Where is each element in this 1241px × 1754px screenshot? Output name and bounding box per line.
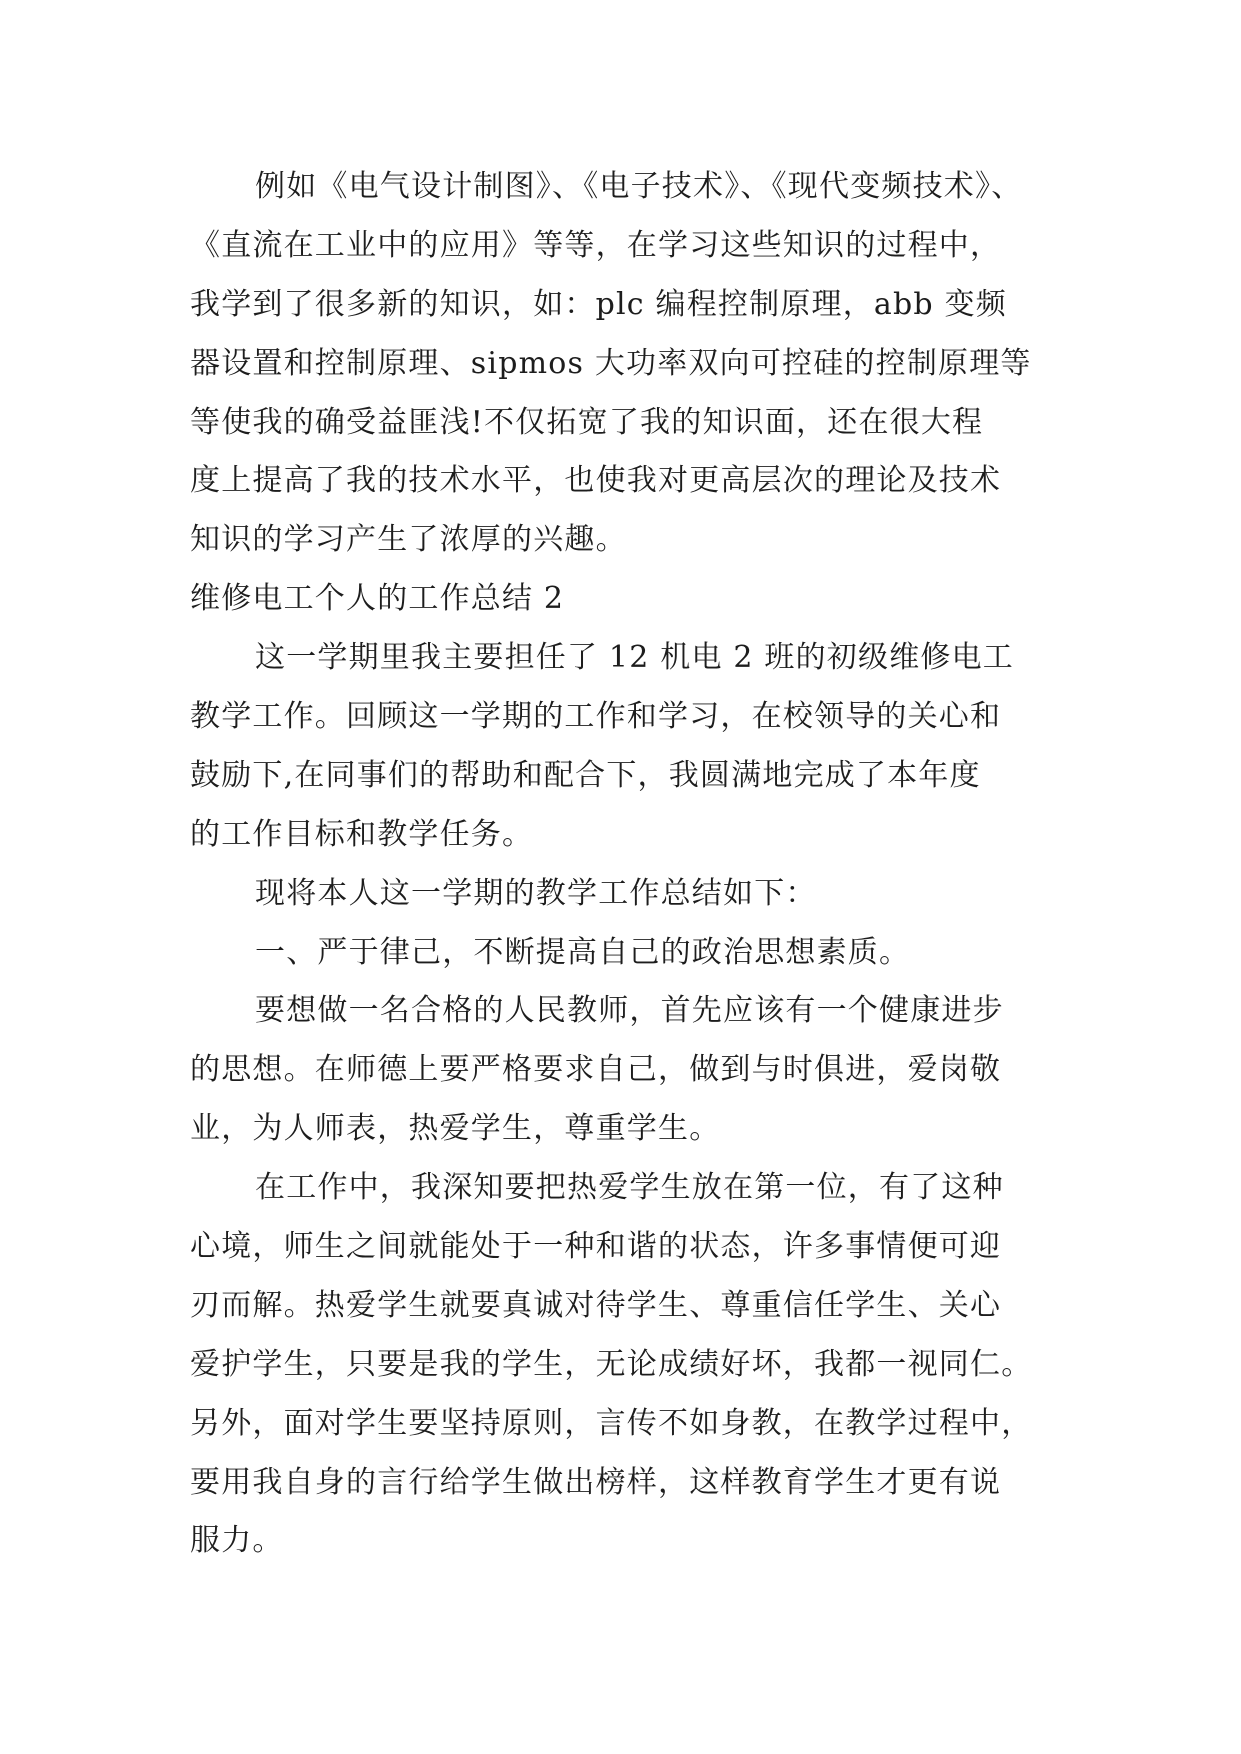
text-line: 知识的学习产生了浓厚的兴趣。 [190, 522, 627, 558]
text-line: 度上提高了我的技术水平，也使我对更高层次的理论及技术 [190, 463, 1002, 499]
text-line: 心境，师生之间就能处于一种和谐的状态，许多事情便可迎 [190, 1229, 1002, 1265]
text-line: 的思想。在师德上要严格要求自己，做到与时俱进，爱岗敬 [190, 1052, 1002, 1088]
text-line: 业，为人师表，热爱学生，尊重学生。 [190, 1111, 721, 1147]
text-line: 另外，面对学生要坚持原则，言传不如身教，在教学过程中， [190, 1405, 1033, 1441]
text-line: 爱护学生，只要是我的学生，无论成绩好坏，我都一视同仁。 [190, 1346, 1033, 1382]
text-line: 等使我的确受益匪浅!不仅拓宽了我的知识面，还在很大程 [190, 404, 984, 440]
text-line: 教学工作。回顾这一学期的工作和学习，在校领导的关心和 [190, 699, 1002, 735]
text-line: 例如《电气设计制图》、《电子技术》、《现代变频技术》、 [255, 169, 1023, 204]
text-line: 要用我自身的言行给学生做出榜样，这样教育学生才更有说 [190, 1464, 1002, 1500]
text-line: 鼓励下,在同事们的帮助和配合下，我圆满地完成了本年度 [190, 757, 981, 793]
text-line: 在工作中，我深知要把热爱学生放在第一位，有了这种 [255, 1170, 1004, 1206]
text-line: 器设置和控制原理、sipmos 大功率双向可控硅的控制原理等 [190, 345, 1032, 381]
document-body [190, 158, 1050, 1571]
text-line: 的工作目标和教学任务。 [190, 816, 534, 852]
text-line: 这一学期里我主要担任了 12 机电 2 班的初级维修电工 [255, 640, 1015, 676]
text-line: 我学到了很多新的知识，如：plc 编程控制原理，abb 变频 [190, 286, 1007, 322]
text-line: 一、严于律己，不断提高自己的政治思想素质。 [255, 934, 911, 970]
text-line: 服力。 [190, 1523, 284, 1559]
section-heading: 维修电工个人的工作总结 2 [190, 581, 565, 617]
text-line: 刃而解。热爱学生就要真诚对待学生、尊重信任学生、关心 [190, 1287, 1002, 1323]
text-line: 要想做一名合格的人民教师，首先应该有一个健康进步 [255, 993, 1004, 1029]
text-line: 现将本人这一学期的教学工作总结如下： [255, 875, 817, 911]
text-line: 《直流在工业中的应用》等等，在学习这些知识的过程中， [190, 227, 1002, 263]
